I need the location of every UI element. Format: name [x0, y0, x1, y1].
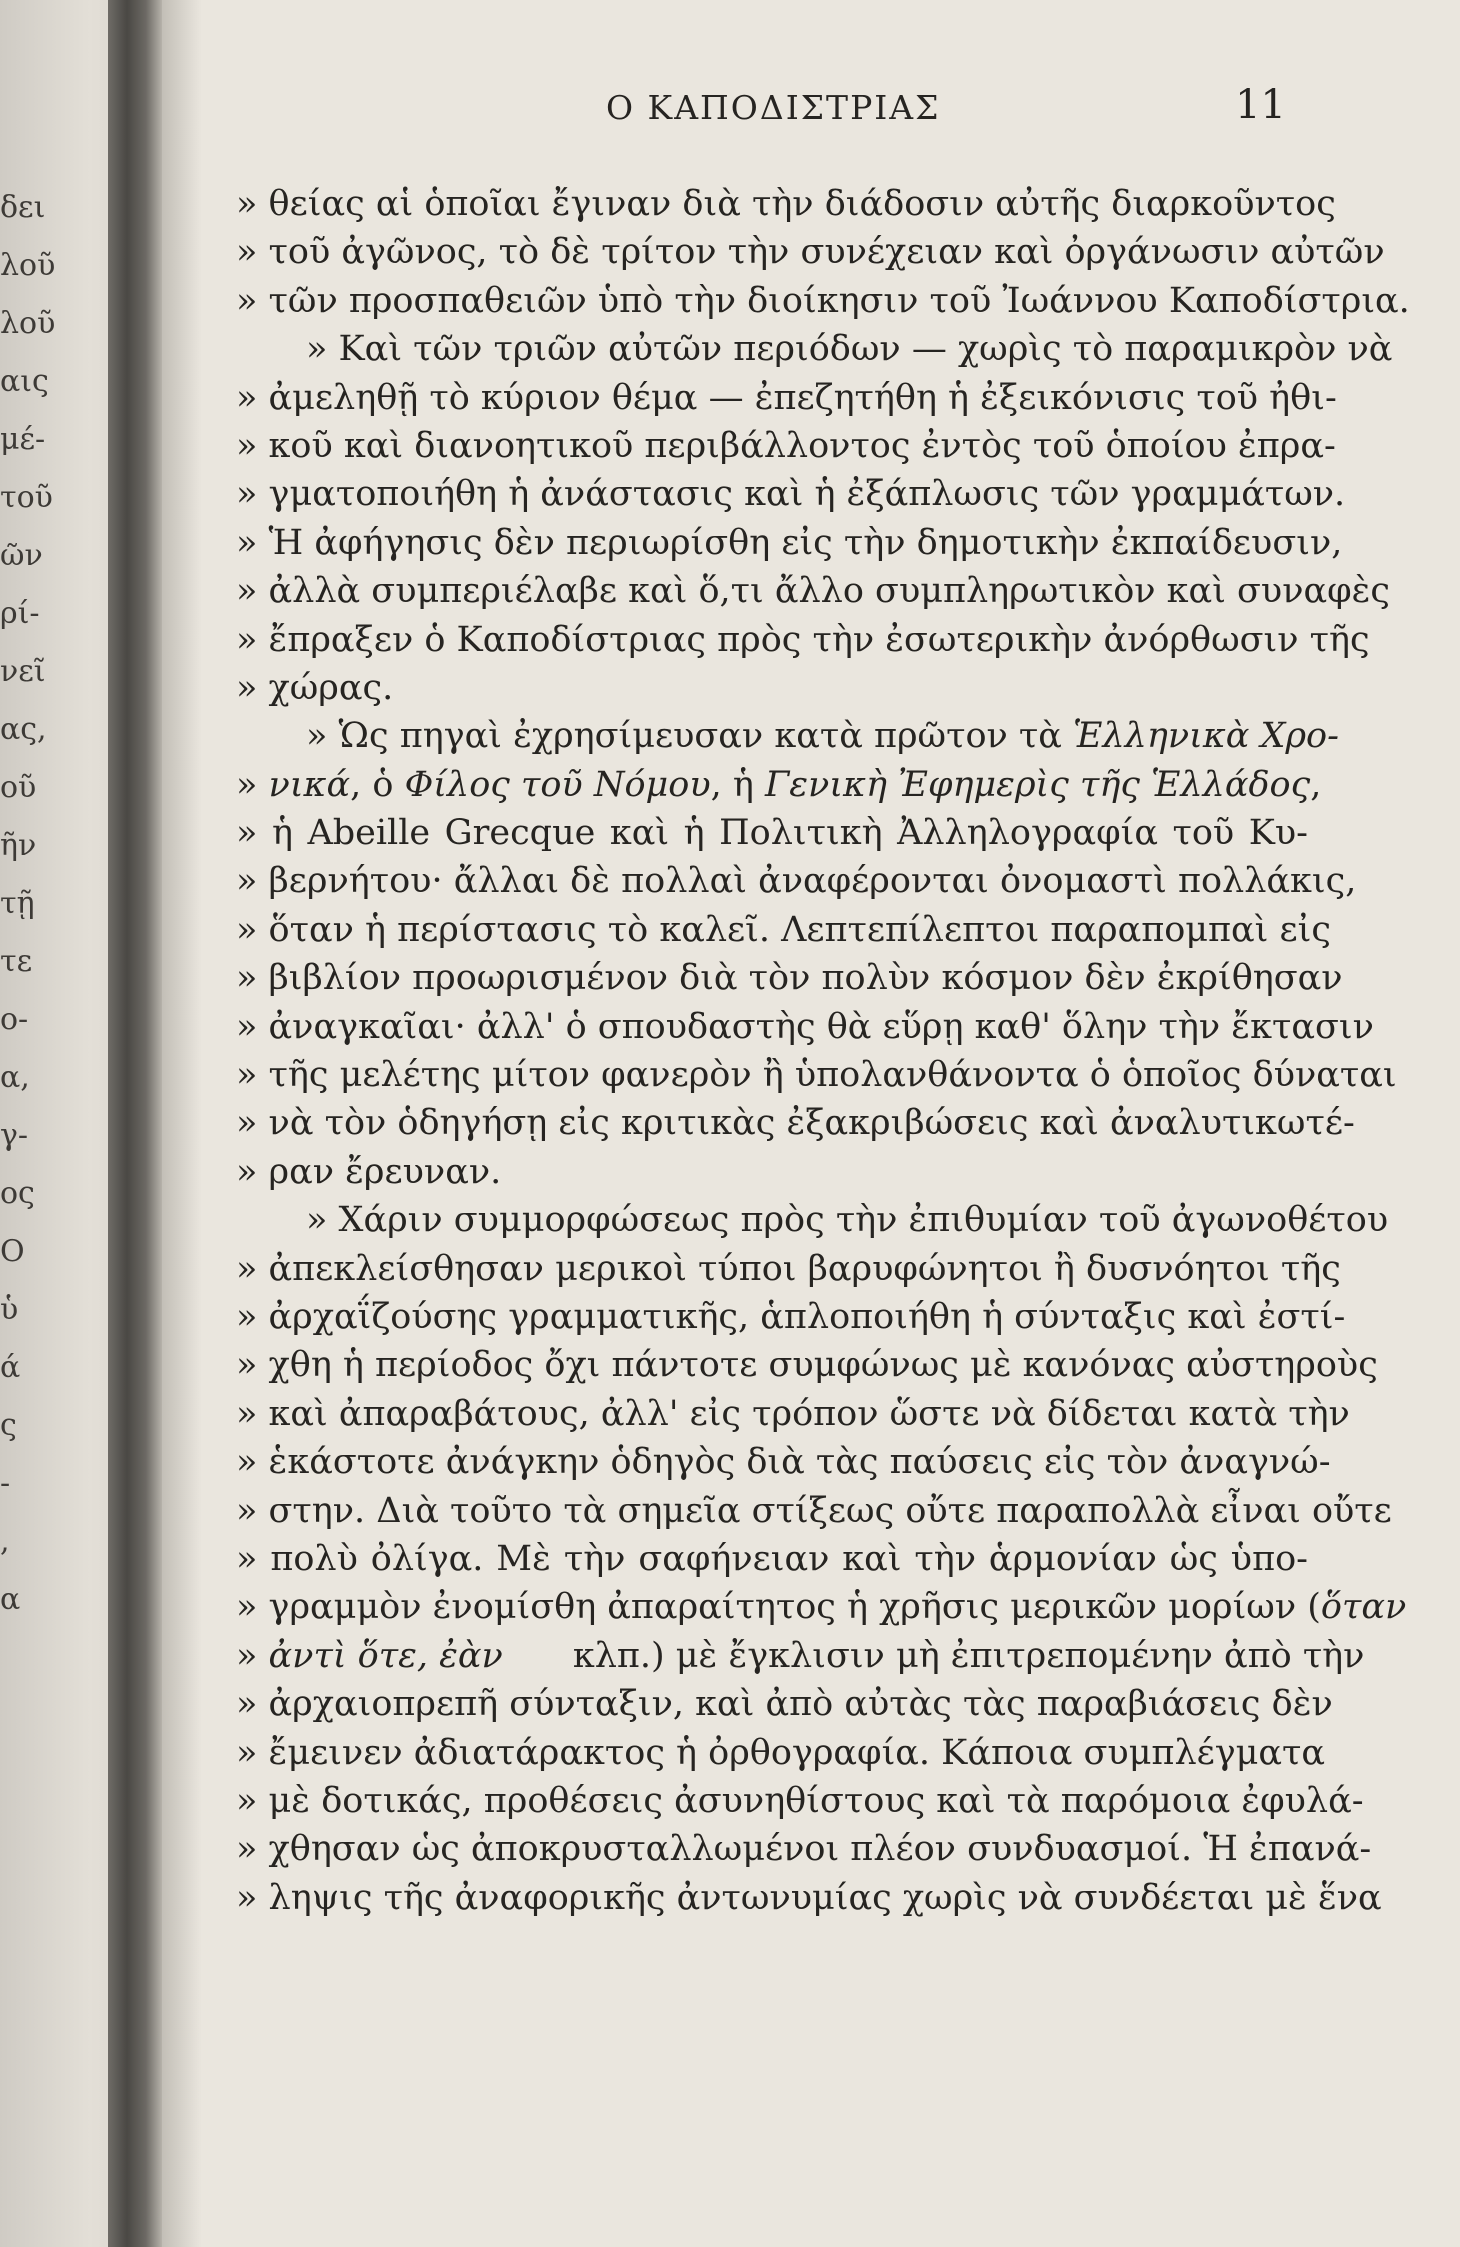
text-line — [236, 422, 1336, 470]
book-gutter — [108, 0, 162, 2247]
body-text — [236, 180, 1410, 1922]
prev-page-fragment: , — [0, 1524, 10, 1559]
line-segment: » ἔπραξεν ὁ Καποδίστριας πρὸς τὴν ἐσωτερικὴν ἀνόρθωσιν τῆς — [236, 619, 1370, 660]
line-segment: » βιβλίον προωρισμένον διὰ τὸν πολὺν κόσμον δὲν ἐκρίθησαν — [236, 958, 1343, 999]
prev-page-fragment: ο- — [0, 1002, 29, 1037]
italic-title: Φίλος τοῦ Νόμου — [404, 764, 711, 805]
text-line — [236, 954, 1343, 1002]
italic-title: Γενικὴ Ἐφημερὶς τῆς Ἑλλάδος — [764, 764, 1311, 805]
italic-title: νικά — [268, 764, 351, 805]
text-line — [236, 1390, 1350, 1438]
prev-page-fragment: α — [0, 1582, 21, 1617]
text-line — [236, 325, 1393, 373]
line-segment: » ἀπεκλείσθησαν μερικοὶ τύποι βαρυφώνητοι ἢ δυσνόητοι τῆς — [236, 1248, 1341, 1289]
line-segment: κλπ.) μὲ ἔγκλισιν μὴ ἐπιτρεπομένην ἀπὸ τὴν — [502, 1635, 1365, 1676]
prev-page-fragment: α, — [0, 1060, 30, 1095]
line-segment: » στην. Διὰ τοῦτο τὰ σημεῖα στίξεως οὔτε παραπολλὰ εἶναι οὔτε — [236, 1490, 1392, 1531]
line-segment: » ἑκάστοτε ἀνάγκην ὁδηγὸς διὰ τὰς παύσεις εἰς τὸν ἀναγνώ- — [236, 1442, 1331, 1483]
line-segment: » καὶ ἀπαραβάτους, ἀλλ' εἰς τρόπον ὥστε νὰ δίδεται κατὰ τὴν — [236, 1393, 1350, 1434]
prev-page-fragment: τῇ — [0, 886, 35, 921]
text-line — [236, 1729, 1326, 1777]
line-segment: » κοῦ καὶ διανοητικοῦ περιβάλλοντος ἐντὸς τοῦ ὁποίου ἐπρα- — [236, 425, 1336, 466]
text-line — [236, 1777, 1364, 1825]
prev-page-fragment: ῶν — [0, 538, 43, 573]
prev-page-fragment: τοῦ — [0, 480, 53, 515]
text-line — [236, 277, 1410, 325]
prev-page-fragment: Ο — [0, 1234, 25, 1269]
line-segment: » γματοποιήθη ἡ ἀνάστασις καὶ ἡ ἐξάπλωσις τῶν γραμμάτων. — [236, 474, 1346, 515]
text-line — [236, 906, 1331, 954]
text-line — [236, 228, 1385, 276]
text-line — [236, 519, 1343, 567]
line-segment: » θείας αἱ ὁποῖαι ἔγιναν διὰ τὴν διάδοσιν αὐτῆς διαρκοῦντος — [236, 184, 1336, 224]
prev-page-fragment: τε — [0, 944, 33, 979]
prev-page-fragment: μέ- — [0, 422, 46, 457]
text-line — [236, 1051, 1397, 1099]
text-line — [236, 1583, 1407, 1631]
line-segment: » ἀναγκαῖαι· ἀλλ' ὁ σπουδαστὴς θὰ εὕρῃ καθ' ὅλην τὴν ἔκτασιν — [236, 1006, 1374, 1047]
text-line — [236, 1438, 1331, 1486]
previous-page-text-fragments — [0, 190, 100, 1690]
text-line — [236, 712, 1339, 760]
running-title: Ο ΚΑΠΟΔΙΣΤΡΙΑΣ — [606, 88, 941, 127]
text-line — [236, 616, 1370, 664]
text-line — [236, 1003, 1374, 1051]
text-line — [236, 761, 1322, 809]
line-segment: » ἀμεληθῇ τὸ κύριον θέμα — ἐπεζητήθη ἡ ἐξεικόνισις τοῦ ἠθι- — [236, 377, 1337, 418]
prev-page-fragment: ς — [0, 1408, 17, 1443]
page-number: 11 — [1235, 82, 1286, 128]
text-line — [236, 470, 1346, 518]
line-segment: » ληψις τῆς ἀναφορικῆς ἀντωνυμίας χωρὶς νὰ συνδέεται μὲ ἕνα — [236, 1877, 1382, 1918]
prev-page-fragment: γ- — [0, 1118, 29, 1153]
line-segment: » Καὶ τῶν τριῶν αὐτῶν περιόδων — χωρὶς τὸ παραμικρὸν νὰ — [236, 329, 1393, 370]
line-segment: » μὲ δοτικάς, προθέσεις ἀσυνηθίστους καὶ τὰ παρόμοια ἐφυλά- — [236, 1780, 1364, 1821]
line-segment: » νὰ τὸν ὁδηγήσῃ εἰς κριτικὰς ἐξακριβώσεις καὶ ἀναλυτικωτέ- — [236, 1103, 1355, 1144]
prev-page-fragment: ά — [0, 1350, 21, 1385]
line-segment: » τῆς μελέτης μίτον φανερὸν ἢ ὑπολανθάνοντα ὁ ὁποῖος δύναται — [236, 1055, 1397, 1096]
italic-title: ἀντὶ ὅτε, ἐὰν — [268, 1635, 503, 1676]
text-line — [236, 857, 1357, 905]
line-segment: » ἡ Abeille Grecque καὶ ἡ Πολιτικὴ Ἀλληλογραφία τοῦ Κυ- — [236, 813, 1308, 854]
text-line — [236, 1632, 1365, 1680]
line-segment: » Ἡ ἀφήγησις δὲν περιωρίσθη εἰς τὴν δημοτικὴν ἐκπαίδευσιν, — [236, 522, 1343, 563]
gutter-shadow — [162, 0, 202, 2247]
line-segment: » ραν ἔρευναν. — [236, 1151, 502, 1192]
text-line — [236, 1148, 1308, 1196]
text-line — [236, 1293, 1346, 1341]
prev-page-fragment: νεῖ — [0, 654, 46, 689]
text-line — [236, 1874, 1382, 1922]
line-segment: » ὅταν ἡ περίστασις τὸ καλεῖ. Λεπτεπίλεπτοι παραπομπαὶ εἰς — [236, 909, 1331, 950]
line-segment: » τῶν προσπαθειῶν ὑπὸ τὴν διοίκησιν τοῦ Ἰωάννου Καποδίστρια. — [236, 280, 1410, 321]
line-segment: , ὁ — [350, 764, 405, 805]
prev-page-fragment: - — [0, 1466, 11, 1501]
prev-page-fragment: ὑ — [0, 1292, 19, 1327]
line-segment: » τοῦ ἀγῶνος, τὸ δὲ τρίτον τὴν συνέχειαν καὶ ὀργάνωσιν αὐτῶν — [236, 232, 1385, 273]
prev-page-fragment: ρί- — [0, 596, 40, 631]
prev-page-fragment: ος — [0, 1176, 35, 1211]
text-line — [236, 1341, 1378, 1389]
line-segment: » ἀρχαΐζούσης γραμματικῆς, ἁπλοποιήθη ἡ σύνταξις καὶ ἐστί- — [236, 1296, 1346, 1337]
line-segment: » — [236, 764, 269, 805]
prev-page-fragment: αις — [0, 364, 49, 399]
text-line — [236, 1196, 1389, 1244]
line-segment: , ἡ — [710, 764, 765, 805]
italic-title: Ἑλληνικὰ Χρο- — [1073, 716, 1339, 757]
text-line — [236, 1245, 1341, 1293]
line-segment: » ἀλλὰ συμπεριέλαβε καὶ ὅ,τι ἄλλο συμπληρωτικὸν καὶ συναφὲς — [236, 571, 1391, 612]
line-segment: » Ὡς πηγαὶ ἐχρησίμευσαν κατὰ πρῶτον τὰ — [236, 716, 1074, 757]
line-segment: » πολὺ ὀλίγα. Μὲ τὴν σαφήνειαν καὶ τὴν ἁρμονίαν ὡς ὑπο- — [236, 1538, 1308, 1579]
prev-page-fragment: δει — [0, 190, 46, 225]
line-segment: » — [236, 1635, 269, 1676]
line-segment: » Χάριν συμμορφώσεως πρὸς τὴν ἐπιθυμίαν τοῦ ἀγωνοθέτου — [236, 1200, 1389, 1241]
page-header — [560, 82, 1320, 138]
text-line — [236, 1680, 1333, 1728]
text-line — [236, 1535, 1308, 1583]
text-line — [236, 1487, 1392, 1535]
line-segment: , — [1310, 764, 1322, 805]
line-segment: » χθησαν ὡς ἀποκρυσταλλωμένοι πλέον συνδυασμοί. Ἡ ἐπανά- — [236, 1829, 1372, 1870]
text-line — [236, 1099, 1355, 1147]
text-line — [236, 664, 1308, 712]
prev-page-fragment: λοῦ — [0, 248, 56, 283]
prev-page-fragment: ας, — [0, 712, 47, 747]
italic-title: ὅταν — [1320, 1587, 1407, 1628]
text-line — [236, 180, 1336, 228]
prev-page-fragment: ῆν — [0, 828, 37, 863]
prev-page-fragment: λοῦ — [0, 306, 56, 341]
line-segment: » ἀρχαιοπρεπῆ σύνταξιν, καὶ ἀπὸ αὐτὰς τὰς παραβιάσεις δὲν — [236, 1684, 1333, 1725]
line-segment: » χώρας. — [236, 667, 394, 708]
text-line — [236, 567, 1391, 615]
text-line — [236, 374, 1337, 422]
line-segment: » ἔμεινεν ἀδιατάρακτος ἡ ὀρθογραφία. Κάποια συμπλέγματα — [236, 1732, 1326, 1773]
text-line — [236, 809, 1308, 857]
line-segment: » βερνήτου· ἄλλαι δὲ πολλαὶ ἀναφέρονται ὀνομαστὶ πολλάκις, — [236, 861, 1357, 902]
line-segment: » χθη ἡ περίοδος ὄχι πάντοτε συμφώνως μὲ κανόνας αὐστηροὺς — [236, 1345, 1378, 1386]
text-line — [236, 1825, 1372, 1873]
line-segment: » γραμμὸν ἐνομίσθη ἀπαραίτητος ἡ χρῆσις μερικῶν μορίων ( — [236, 1587, 1321, 1628]
prev-page-fragment: οῦ — [0, 770, 37, 805]
